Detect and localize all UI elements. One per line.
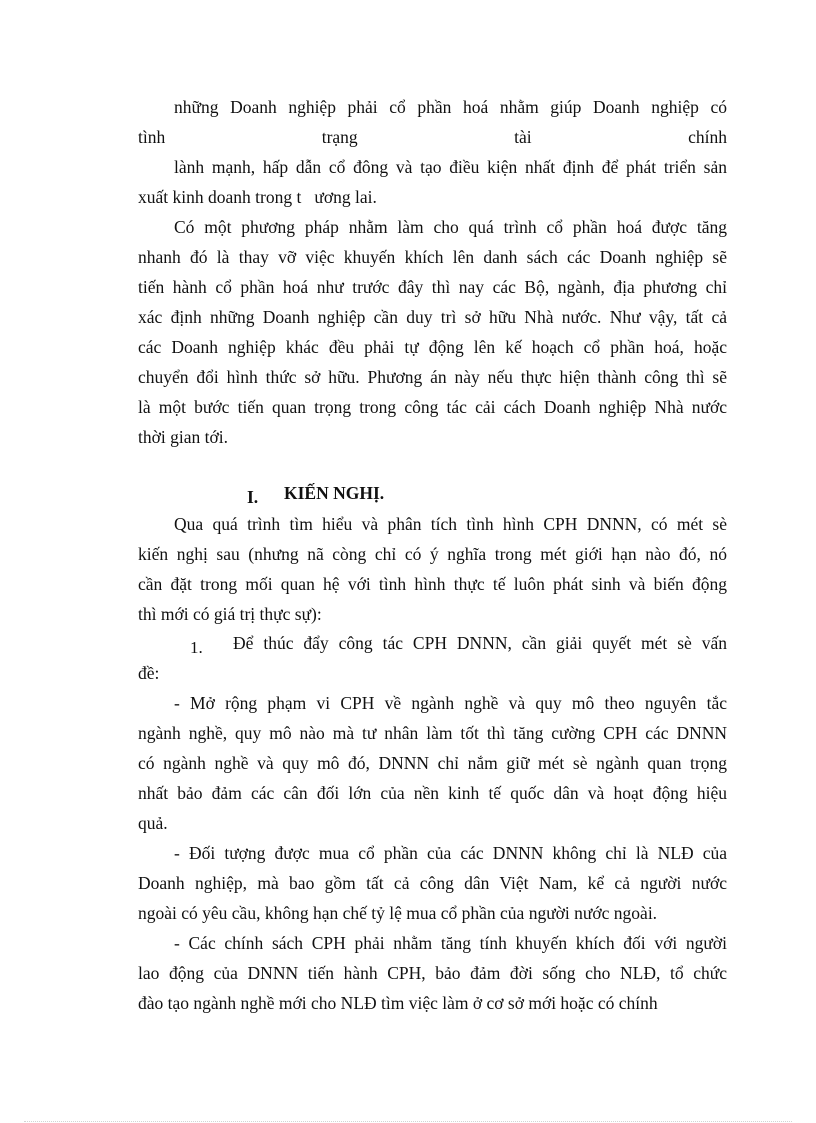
paragraph-line: kiến nghị sau (nhưng nã còng chỉ có ý nghĩa trong mét giới hạn nào đó, nó (138, 544, 727, 564)
paragraph-line: nhanh đó là thay vỡ việc khuyến khích lên danh sách các Doanh nghiệp sẽ (138, 247, 727, 267)
paragraph-line: thời gian tới. (138, 427, 228, 447)
paragraph-line: các Doanh nghiệp khác đều phải tự động lên kế hoạch cổ phần hoá, hoặc (138, 337, 727, 357)
page-bottom-rule (24, 1121, 792, 1122)
paragraph-line: đề: (138, 663, 160, 683)
paragraph-line: thì mới có giá trị thực sự): (138, 604, 322, 624)
word: tài (514, 127, 532, 147)
paragraph-line: lao động của DNNN tiến hành CPH, bảo đảm đời sống cho NLĐ, tổ chức (138, 963, 727, 983)
bullet-line: - Mở rộng phạm vi CPH về ngành nghề và quy mô theo nguyên tắc (174, 693, 727, 713)
paragraph-line: ngành nghề, quy mô nào mà tư nhân làm tốt thì tăng cường CPH các DNNN (138, 723, 727, 743)
paragraph-line: Có một phương pháp nhằm làm cho quá trình cổ phần hoá được tăng (174, 217, 727, 237)
word: trạng (321, 127, 358, 147)
paragraph-line: đào tạo ngành nghề mới cho NLĐ tìm việc làm ở cơ sở mới hoặc có chính (138, 993, 658, 1013)
paragraph-line: Qua quá trình tìm hiểu và phân tích tình hình CPH DNNN, có mét sè (174, 514, 727, 534)
section-title: KIẾN NGHỊ. (284, 483, 385, 503)
list-item-text: Để thúc đẩy công tác CPH DNNN, cần giải quyết mét sè vấn (233, 633, 727, 653)
paragraph-line: tiến hành cổ phần hoá như trước đây thì nay các Bộ, ngành, địa phương chỉ (138, 277, 727, 297)
paragraph-line: nhất bảo đảm các cân đối lớn của nền kinh tế quốc dân và hoạt động hiệu (138, 783, 727, 803)
paragraph-line: có ngành nghề và quy mô đó, DNNN chỉ nắm giữ mét sè ngành quan trọng (138, 753, 727, 773)
bullet-line: - Đối tượng được mua cổ phần của các DNNN không chỉ là NLĐ của (174, 843, 727, 863)
paragraph-line: chuyển đổi hình thức sở hữu. Phương án này nếu thực hiện thành công thì sẽ (138, 367, 727, 387)
paragraph-line: ngoài có yêu cầu, không hạn chế tỷ lệ mua cổ phần của người nước ngoài. (138, 903, 658, 923)
paragraph-line: là một bước tiến quan trọng trong công tác cải cách Doanh nghiệp Nhà nước (138, 397, 727, 417)
spread-line (138, 126, 727, 148)
paragraph-line: xuất kinh doanh trong t ương lai. (138, 187, 377, 207)
paragraph-line: xác định những Doanh nghiệp cần duy trì sở hữu Nhà nước. Như vậy, tất cả (138, 307, 727, 327)
paragraph-line: quả. (138, 813, 168, 833)
word: tình (138, 127, 166, 147)
section-number: I. (247, 487, 259, 507)
bullet-line: - Các chính sách CPH phải nhằm tăng tính khuyến khích đối với người (174, 933, 727, 953)
word: chính (688, 127, 727, 147)
paragraph-line: lành mạnh, hấp dẫn cổ đông và tạo điều kiện nhất định để phát triển sản (174, 157, 727, 177)
paragraph-line: những Doanh nghiệp phải cổ phần hoá nhằm giúp Doanh nghiệp có (174, 97, 727, 117)
paragraph-line: cần đặt trong mối quan hệ với tình hình thực tế luôn phát sinh và biến động (138, 574, 727, 594)
list-item-number: 1. (190, 638, 203, 657)
paragraph-line: Doanh nghiệp, mà bao gồm tất cả công dân Việt Nam, kể cả người nước (138, 873, 727, 893)
